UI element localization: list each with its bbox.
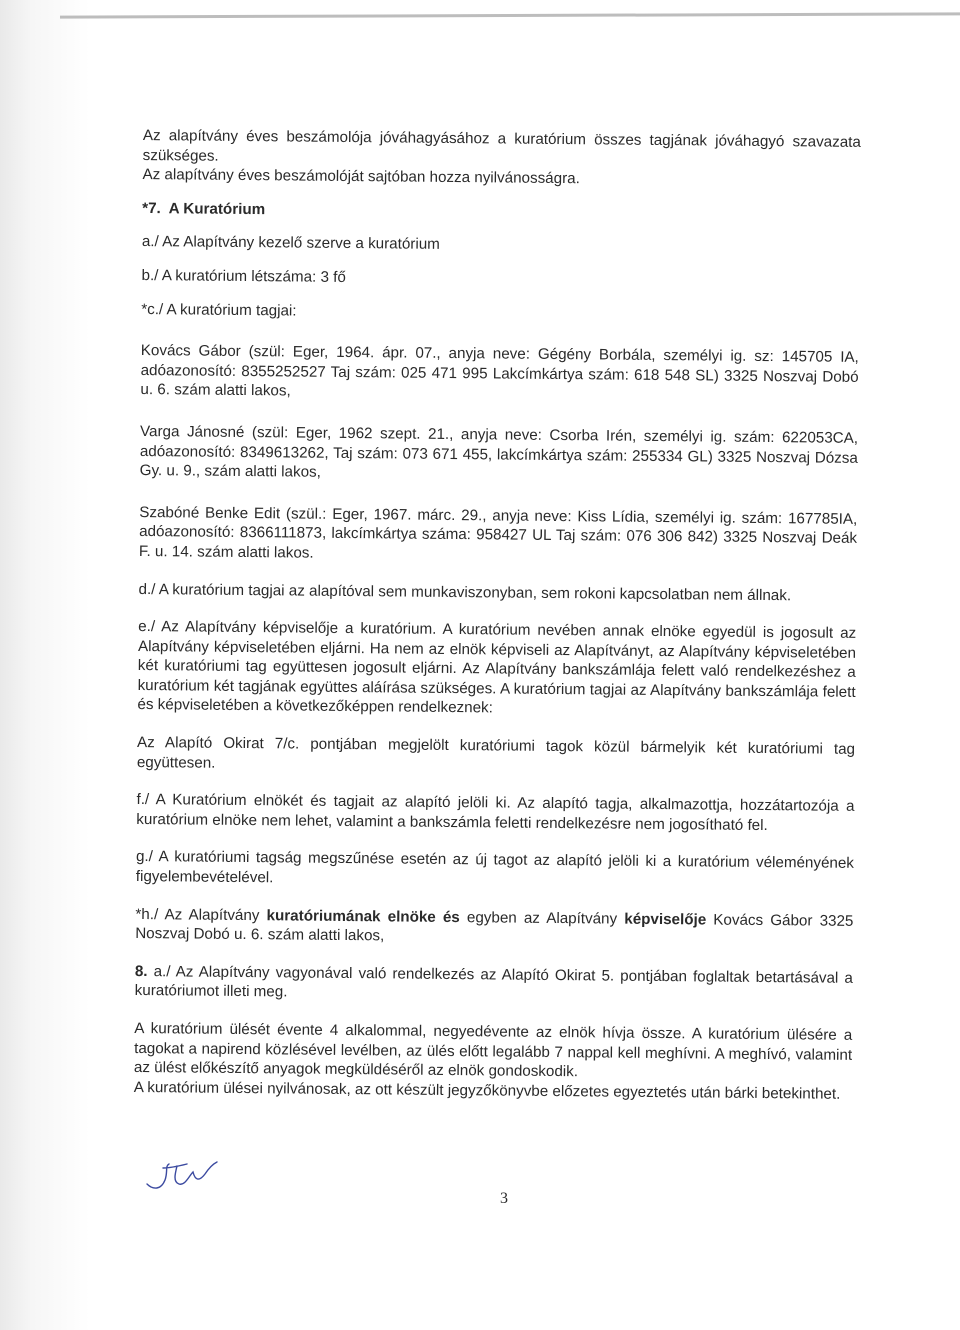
- section-heading-7: [142, 199, 860, 225]
- item-h-bold-representative: képviselője: [624, 910, 707, 929]
- handwritten-signature: [143, 1158, 223, 1194]
- paragraph-annual-report-publication: Az alapítvány éves beszámolóját sajtóban hozza nyilvánosságra.: [142, 166, 580, 188]
- item-f: f./ A Kuratórium elnökét és tagjait az alapító jelöli ki. Az alapító tagja, alkalmazottja, hozzátartozója a kuratórium elnöke nem lehet, valamint a bankszámla feletti rendelkezésre nem jogosítható fel.: [136, 791, 855, 834]
- paragraph-annual-report-approval: Az alapítvány éves beszámolója jóváhagyásához a kuratórium összes tagjának jóváhagyó szavazata szükséges.: [142, 126, 861, 165]
- item-e: e./ Az Alapítvány képviselője a kuratórium. A kuratórium nevében annak elnöke egyedül is jogosult az Alapítvány képviseletében eljárni. Ha nem az elnök képviseli az Alapítványt, az Alapítvány képviseletében két kuratóriumi tag együttesen jogosult eljárni. Az Alapítvány bankszámlája felett való rendelkezéshez a kuratórium két tagjának együttes aláírása szükséges. A kuratórium tagjai az Alapítvány bankszámlája felett és képviseletében a következőképpen rendelkeznek:: [137, 618, 857, 717]
- section-number: *7.: [142, 199, 161, 217]
- section-title: A Kuratórium: [168, 200, 266, 218]
- item-c: *c./ A kuratórium tagjai:: [141, 300, 297, 320]
- scan-shadow-edge: [0, 0, 90, 1330]
- item-h-bold-chairman: kuratóriumának elnöke és: [266, 906, 460, 926]
- page-number: 3: [500, 1190, 508, 1207]
- item-d: d./ A kuratórium tagjai az alapítóval sem munkaviszonyban, sem rokoni kapcsolatban nem állnak.: [138, 580, 792, 604]
- item-h-text-3: Kovács Gábor 3325 Noszvaj Dobó u. 6. szám alatti lakos,: [135, 911, 854, 945]
- document-body: [134, 126, 861, 1104]
- member-kovacs-gabor: Kovács Gábor (szül: Eger, 1964. ápr. 07., anyja neve: Gégény Borbála, személyi ig. sz: 145705 IA, adóazonosító: 8355252527 Taj szám: 025 471 995 Lakcímkártya szám: 618 548 SL) 3325 Noszvaj Dobó u. 6. szám alatti lakos,: [140, 342, 859, 400]
- member-szabone-benke-edit: Szabóné Benke Edit (szül.: Eger, 1967. márc. 29., anyja neve: Kiss Lídia, személyi ig. szám: 167785IA, adóazonosító: 8366111873, lakcímkártya száma: 958427 UL Taj szám: 076 306 842) 3325 Noszvaj Deák F. u. 14. szám alatti lakos.: [138, 503, 858, 562]
- item-a: a./ Az Alapítvány kezelő szerve a kuratórium: [141, 233, 440, 254]
- item-h-text-1: *h./ Az Alapítvány: [135, 905, 260, 924]
- section-8-text: a./ Az Alapítvány vagyonával való rendelkezés az Alapító Okirat 5. pontjában foglaltak betartásával a kuratóriumot illeti meg.: [134, 962, 853, 1001]
- item-g: g./ A kuratóriumi tagság megszűnése esetén az új tagot az alapító jelöli ki a kuratórium véleményének figyelembevételével.: [135, 848, 855, 887]
- section-8-item-a: [135, 962, 853, 1008]
- section-number-8: 8.: [134, 962, 148, 980]
- item-e-continuation: Az Alapító Okirat 7/c. pontjában megjelölt kuratóriumi tagok közül bármelyik két kuratóriumi tag együttesen.: [136, 734, 856, 772]
- item-b: b./ A kuratórium létszáma: 3 fő: [141, 266, 346, 286]
- item-h-text-2: egyben az Alapítvány: [466, 908, 618, 928]
- paragraph-meetings-public: A kuratórium ülései nyilvánosak, az ott készült jegyzőkönyvbe előzetes egyeztetés után bárki betekinthet.: [133, 1078, 841, 1103]
- paragraph-meetings: A kuratórium ülését évente 4 alkalommal, negyedévente az elnök hívja össze. A kuratórium ülésére a tagokat a napirend közlésével levélben, az ülés előtt legalább 7 nappal kell meghívni. A meghívó, valamint az ülést előkészítő anyagok megküldéséről az elnök gondoskodik.: [133, 1019, 853, 1081]
- member-varga-janosne: Varga Jánosné (szül: Eger, 1962 szept. 21., anyja neve: Csorba Irén, személyi ig. szám: 622053CA, adóazonosító: 8349613262, Taj szám: 073 671 455, lakcímkártya szám: 255334 GL) 3325 Noszvaj Dózsa Gy. u. 9., szám alatti lakos,: [139, 422, 859, 481]
- item-h: [135, 905, 853, 951]
- scan-top-edge: [60, 12, 960, 18]
